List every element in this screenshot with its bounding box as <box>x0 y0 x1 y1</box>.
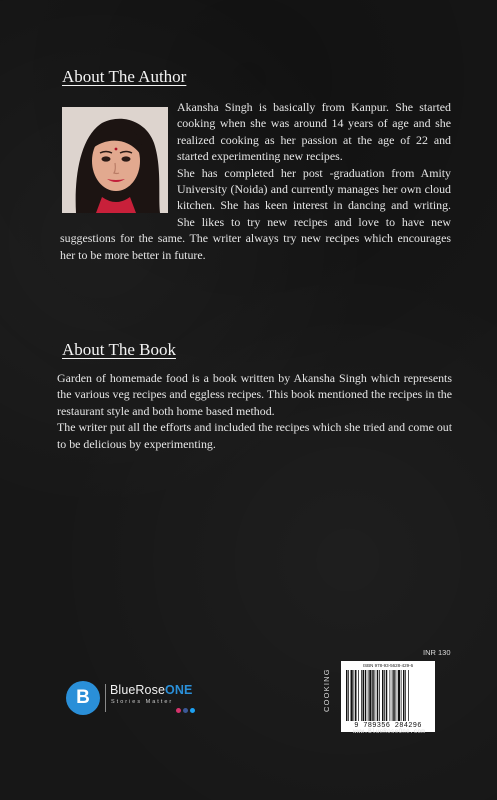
book-paragraph-2: The writer put all the efforts and included the recipes which she tried and come out to be delicious by experimenting. <box>57 420 453 451</box>
barcode-bar <box>355 670 357 721</box>
price-label: INR 130 <box>423 648 451 657</box>
barcode-bar <box>408 670 409 721</box>
author-paragraph-1: Akansha Singh is basically from Kanpur. She started cooking when she was around 14 years of age and she realized cooking as her passion at the age of 22 and started experimenting new recipes. <box>177 100 451 164</box>
barcode-bar <box>405 670 406 721</box>
barcode-bar <box>396 670 397 721</box>
author-portrait <box>62 107 168 213</box>
barcode-bar <box>351 670 353 721</box>
barcode-bar <box>348 670 349 721</box>
barcode-bar <box>354 670 355 721</box>
logo-divider <box>105 684 106 712</box>
publisher-tagline: Stories Matter <box>111 699 174 705</box>
publisher-logo <box>66 681 216 717</box>
barcode-bar <box>363 670 365 721</box>
barcode-bar <box>358 670 359 721</box>
website-url: www.BlueRoseOne.com <box>352 728 426 735</box>
facebook-icon <box>183 708 188 713</box>
barcode-digits: 9 789356 284296 <box>354 722 422 730</box>
barcode-bar <box>379 670 380 721</box>
publisher-name-accent: ONE <box>165 683 193 697</box>
barcode-bar <box>369 670 371 721</box>
barcode-bar <box>390 670 391 721</box>
barcode-bar <box>377 670 379 721</box>
barcode-bar <box>401 670 402 721</box>
barcode-bar <box>375 670 376 721</box>
barcode-bar <box>398 670 400 721</box>
author-paragraph-2: She has completed her post -graduation from Amity University (Noida) and currently manages her own cloud kitchen. She has keen interest in dancing and writing. She likes to try new recipes and love to have new suggestions for the same. The writer always try new recipes which encourages her to be more better in future. <box>60 165 451 262</box>
instagram-icon <box>176 708 181 713</box>
publisher-name <box>110 683 192 697</box>
publisher-logo-icon: B <box>66 681 100 715</box>
barcode-bar <box>386 670 388 721</box>
genre-label: COOKING <box>322 668 331 712</box>
barcode-bar <box>393 670 395 721</box>
book-heading: About The Book <box>62 340 176 359</box>
barcode-bars <box>346 670 430 721</box>
barcode-bar <box>382 670 384 721</box>
publisher-name-main: BlueRose <box>110 683 165 697</box>
barcode-bar <box>403 670 405 721</box>
social-icons <box>176 708 195 713</box>
barcode-bar <box>368 670 369 721</box>
isbn-label: ISBN 978-93-5628-429-6 <box>362 663 414 668</box>
barcode-bar <box>392 670 393 721</box>
author-heading: About The Author <box>62 67 187 86</box>
twitter-icon <box>190 708 195 713</box>
barcode <box>341 661 435 732</box>
author-photo <box>62 107 168 213</box>
barcode-bar <box>346 670 348 721</box>
book-paragraph-1: Garden of homemade food is a book written by Akansha Singh which represents the various veg recipes and eggless recipes. This book mentioned the recipes in the restaurant style and both home based method. <box>57 371 452 418</box>
book-section <box>57 370 452 452</box>
barcode-bar <box>372 670 374 721</box>
author-section <box>60 99 451 263</box>
barcode-bar <box>384 670 385 721</box>
barcode-bar <box>361 670 362 721</box>
barcode-bar <box>365 670 367 721</box>
